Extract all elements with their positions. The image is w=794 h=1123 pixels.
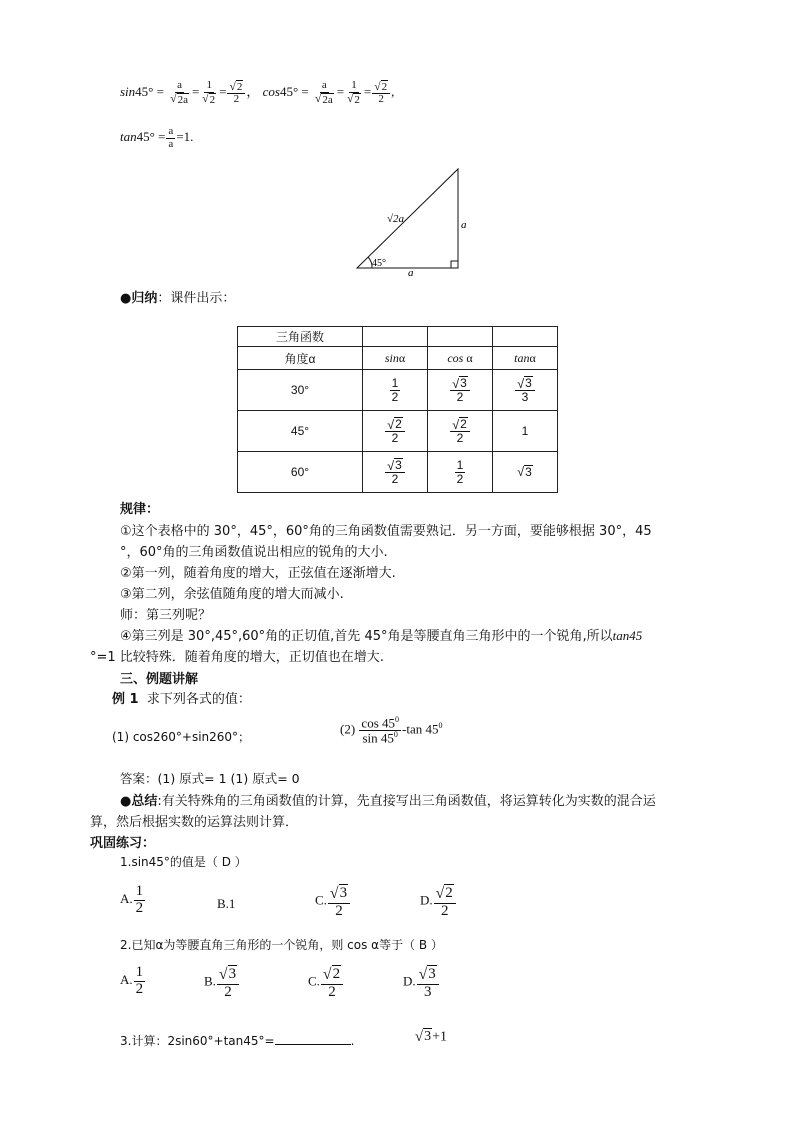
fraction: √ 2 2	[372, 80, 390, 106]
fraction: 1 √ 2	[202, 79, 216, 106]
example-title: 例 1 求下列各式的值：	[112, 692, 251, 707]
sin45-formula: sin45° = a √ 2a = 1 √ 2 = √ 2 2 ， cos45° = a √ 2a = 1 √ 2 = √ 2 2 ,	[120, 79, 395, 106]
option-c: C. √ 2 2	[308, 965, 344, 1000]
table-col-cos: cos α	[428, 347, 493, 370]
rules-heading: 规律：	[120, 502, 160, 517]
summary-line: ●归纳：课件出示：	[120, 291, 236, 306]
option-a: A. $\frac{1}{2}$	[120, 964, 144, 997]
conclusion-line-1: ●总结:有关特殊角的三角函数值的计算，先直接写出三角函数值，将运算转化为实数的混合运	[120, 794, 656, 809]
section-heading: 三、例题讲解	[120, 672, 199, 687]
option-c: C. √ 3 2	[315, 884, 351, 919]
rules-line-2: °，60°角的三角函数值说出相应的锐角的大小.	[120, 545, 388, 560]
rules-line-6: ④第三列是 30°,45°,60°角的正切值,首先 45°角是等腰直角三角形中的一个锐角,所以tan45	[120, 628, 643, 644]
base-label: a	[408, 267, 414, 278]
option-d: D. √ 3 3	[403, 965, 440, 1000]
option-d: D. √ 2 2	[420, 884, 457, 919]
option-b: B.1	[217, 896, 236, 911]
rules-line-1: ①这个表格中的 30°，45°，60°角的三角函数值需要熟记．另一方面，要能够根据 30°，45	[120, 524, 652, 539]
trig-values-table	[237, 326, 558, 493]
rules-line-5: 师：第三列呢？	[120, 608, 212, 623]
table-row: 45° √ 2 2 √ 2 2 1	[238, 411, 558, 452]
practice-q3-answer: √ 3 +1	[415, 1028, 447, 1045]
table-angle-header: 角度α	[238, 347, 363, 370]
practice-q2: 2.已知α为等腰直角三角形的一个锐角，则 cos α等于（ B ）	[120, 938, 443, 952]
triangle-shape	[357, 169, 458, 268]
example-q2: (2) $\frac{\cos 45^0}{\sin 45^0}$ -tan $45^0$	[340, 715, 443, 746]
practice-heading: 巩固练习：	[90, 836, 156, 851]
tan45-formula: tan45° = $\frac{a}{a}$ =1.	[120, 125, 194, 150]
right-angle-mark	[451, 261, 458, 268]
fraction: 1 √ 2	[347, 79, 360, 106]
table-col-sin: sinα	[363, 347, 428, 370]
option-b: B. √ 3 2	[204, 965, 240, 1000]
answer-blank[interactable]	[275, 1032, 351, 1045]
practice-q3: 3.计算：2sin60°+tan45°= .	[120, 1034, 355, 1048]
rules-line-3: ②第一列，随着角度的增大，正弦值在逐渐增大.	[120, 566, 396, 581]
rules-line-7: °=1 比较特殊．随着角度的增大，正切值也在增大.	[90, 650, 384, 665]
practice-q1: 1.sin45°的值是（ D ）	[120, 855, 247, 869]
rules-line-4: ③第二列，余弦值随角度的增大而减小.	[120, 587, 344, 602]
table-row: 30° $\frac{1}{2}$ √ 3 2 √ 3 3	[238, 370, 558, 411]
conclusion-line-2: 算，然后根据实数的运算法则计算．	[90, 815, 299, 830]
example-q1: (1) cos260°+sin260°；	[112, 730, 251, 744]
fraction: $\frac{a}{a}$	[168, 125, 174, 150]
table-header-title: 三角函数	[238, 327, 363, 347]
option-a: A. $\frac{1}{2}$	[120, 883, 144, 916]
example-answer: 答案：(1) 原式= 1 (1) 原式= 0	[120, 771, 300, 786]
fraction: √ 2 2	[227, 80, 245, 106]
fraction: a √ 2a	[314, 79, 333, 106]
vertical-side-label: a	[461, 219, 467, 231]
fraction: a √ 2a	[170, 79, 188, 106]
hypotenuse-label: √2a	[387, 213, 405, 225]
table-col-tan: tanα	[493, 347, 558, 370]
right-triangle-diagram	[350, 162, 480, 278]
angle-label: 45°	[372, 258, 386, 269]
table-row: 60° √ 3 2 $\frac{1}{2}$ √ 3	[238, 452, 558, 493]
